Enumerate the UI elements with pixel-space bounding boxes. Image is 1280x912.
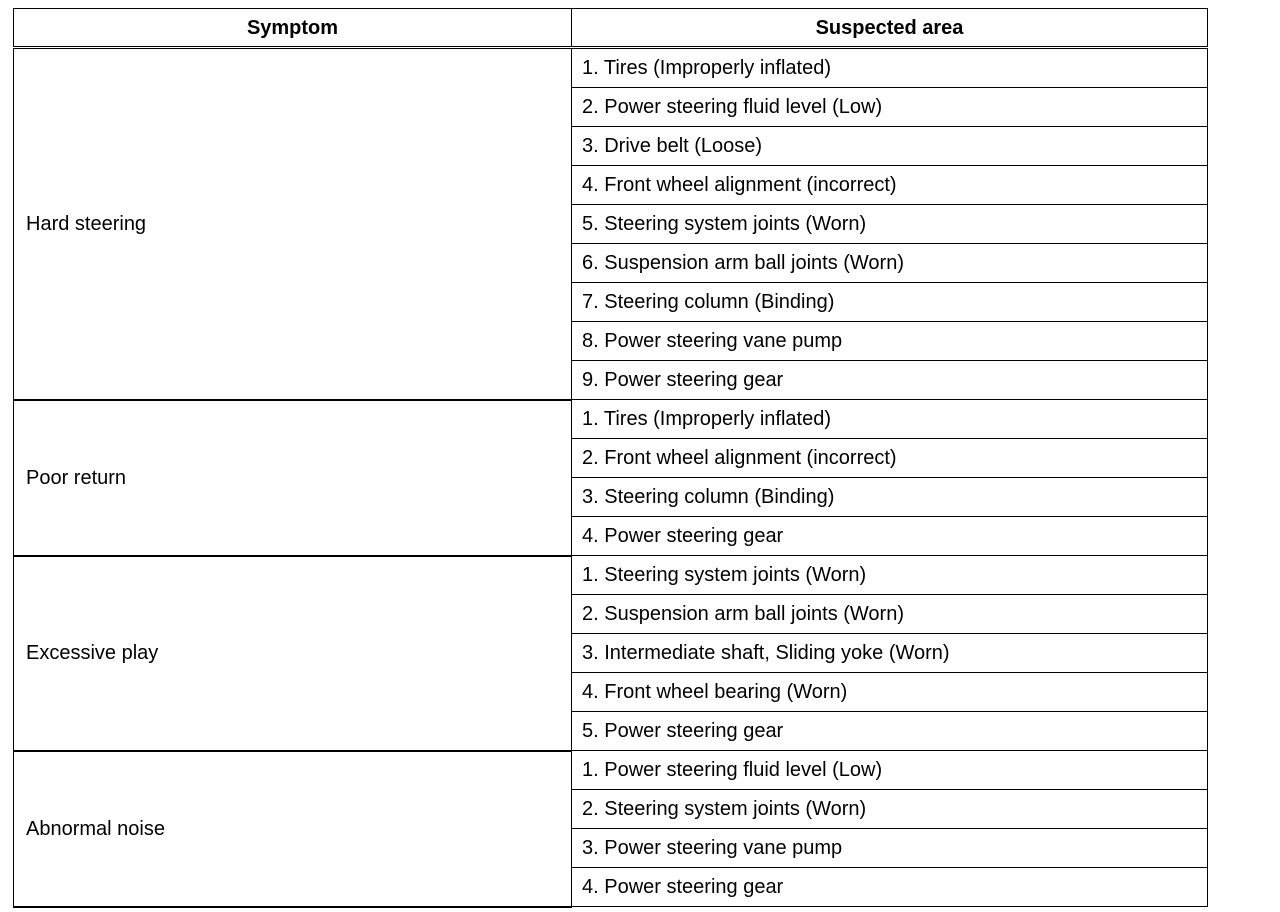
suspected-area-cell: 1. Power steering fluid level (Low) bbox=[572, 751, 1208, 790]
table-row bbox=[14, 556, 1208, 595]
suspected-area-cell: 4. Power steering gear bbox=[572, 868, 1208, 907]
symptom-cell: Hard steering bbox=[14, 48, 572, 400]
suspected-area-cell: 8. Power steering vane pump bbox=[572, 322, 1208, 361]
suspected-area-cell: 3. Steering column (Binding) bbox=[572, 478, 1208, 517]
suspected-area-cell: 6. Suspension arm ball joints (Worn) bbox=[572, 244, 1208, 283]
table-body bbox=[14, 48, 1208, 907]
header-row bbox=[14, 9, 1208, 48]
symptom-cell: Abnormal noise bbox=[14, 751, 572, 907]
table-row bbox=[14, 48, 1208, 88]
table-row bbox=[14, 751, 1208, 790]
suspected-area-cell: 3. Intermediate shaft, Sliding yoke (Worn) bbox=[572, 634, 1208, 673]
suspected-area-cell: 4. Front wheel alignment (incorrect) bbox=[572, 166, 1208, 205]
suspected-area-cell: 2. Steering system joints (Worn) bbox=[572, 790, 1208, 829]
suspected-area-cell: 2. Front wheel alignment (incorrect) bbox=[572, 439, 1208, 478]
suspected-area-cell: 4. Front wheel bearing (Worn) bbox=[572, 673, 1208, 712]
symptom-cell: Excessive play bbox=[14, 556, 572, 751]
suspected-area-cell: 5. Steering system joints (Worn) bbox=[572, 205, 1208, 244]
symptom-cell: Poor return bbox=[14, 400, 572, 556]
header-symptom: Symptom bbox=[14, 9, 572, 48]
suspected-area-cell: 2. Suspension arm ball joints (Worn) bbox=[572, 595, 1208, 634]
suspected-area-cell: 7. Steering column (Binding) bbox=[572, 283, 1208, 322]
suspected-area-cell: 4. Power steering gear bbox=[572, 517, 1208, 556]
suspected-area-cell: 3. Drive belt (Loose) bbox=[572, 127, 1208, 166]
symptom-table bbox=[13, 8, 1208, 908]
suspected-area-cell: 3. Power steering vane pump bbox=[572, 829, 1208, 868]
suspected-area-cell: 1. Steering system joints (Worn) bbox=[572, 556, 1208, 595]
suspected-area-cell: 1. Tires (Improperly inflated) bbox=[572, 400, 1208, 439]
table-row bbox=[14, 400, 1208, 439]
suspected-area-cell: 9. Power steering gear bbox=[572, 361, 1208, 400]
suspected-area-cell: 2. Power steering fluid level (Low) bbox=[572, 88, 1208, 127]
suspected-area-cell: 5. Power steering gear bbox=[572, 712, 1208, 751]
header-suspected-area: Suspected area bbox=[572, 9, 1208, 48]
suspected-area-cell: 1. Tires (Improperly inflated) bbox=[572, 48, 1208, 88]
